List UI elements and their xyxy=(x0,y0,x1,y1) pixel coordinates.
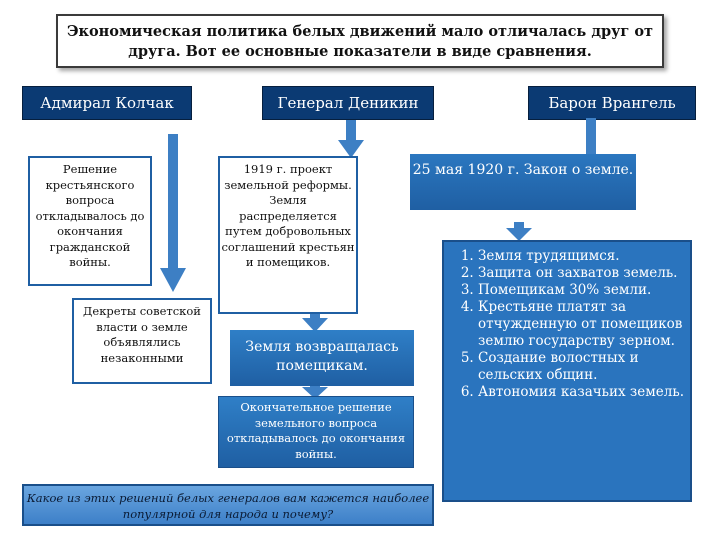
list-item: 2. Защита он захватов земель. xyxy=(478,265,686,282)
list-item: 1. Земля трудящимся. xyxy=(478,248,686,265)
page-title: Экономическая политика белых движений мало отличалась друг от друга. Вот ее основные показатели в виде сравнения. xyxy=(56,14,664,68)
header-kolchak: Адмирал Колчак xyxy=(22,86,192,120)
list-item: 4. Крестьяне платят за отчужденную от помещиков землю государству зерном. xyxy=(478,299,686,350)
arrow-denikin-1 xyxy=(336,120,366,160)
arrow-wrangel-down xyxy=(504,222,534,242)
wrangel-box-1: 25 мая 1920 г. Закон о земле. xyxy=(410,154,636,210)
denikin-box-3: Окончательное решение земельного вопроса откладывалось до окончания войны. xyxy=(218,396,414,468)
kolchak-box-2: Декреты советской власти о земле объявлялись незаконными xyxy=(72,298,212,384)
wrangel-list xyxy=(442,240,692,502)
list-item: 5. Создание волостных и сельских общин. xyxy=(478,350,686,384)
header-denikin: Генерал Деникин xyxy=(262,86,434,120)
denikin-box-1: 1919 г. проект земельной реформы. Земля распределяется путем добровольных соглашений крестьян и помещиков. xyxy=(218,156,358,314)
question-box: Какое из этих решений белых генералов вам кажется наиболее популярной для народа и почему? xyxy=(22,484,434,526)
list-item: 3. Помещикам 30% земли. xyxy=(478,282,686,299)
list-item: 6. Автономия казачьих земель. xyxy=(478,384,686,401)
kolchak-box-1: Решение крестьянского вопроса откладывалось до окончания гражданской войны. xyxy=(28,156,152,286)
arrow-kolchak-down xyxy=(158,134,188,294)
denikin-box-2: Земля возвращалась помещикам. xyxy=(230,330,414,386)
header-wrangel: Барон Врангель xyxy=(528,86,696,120)
